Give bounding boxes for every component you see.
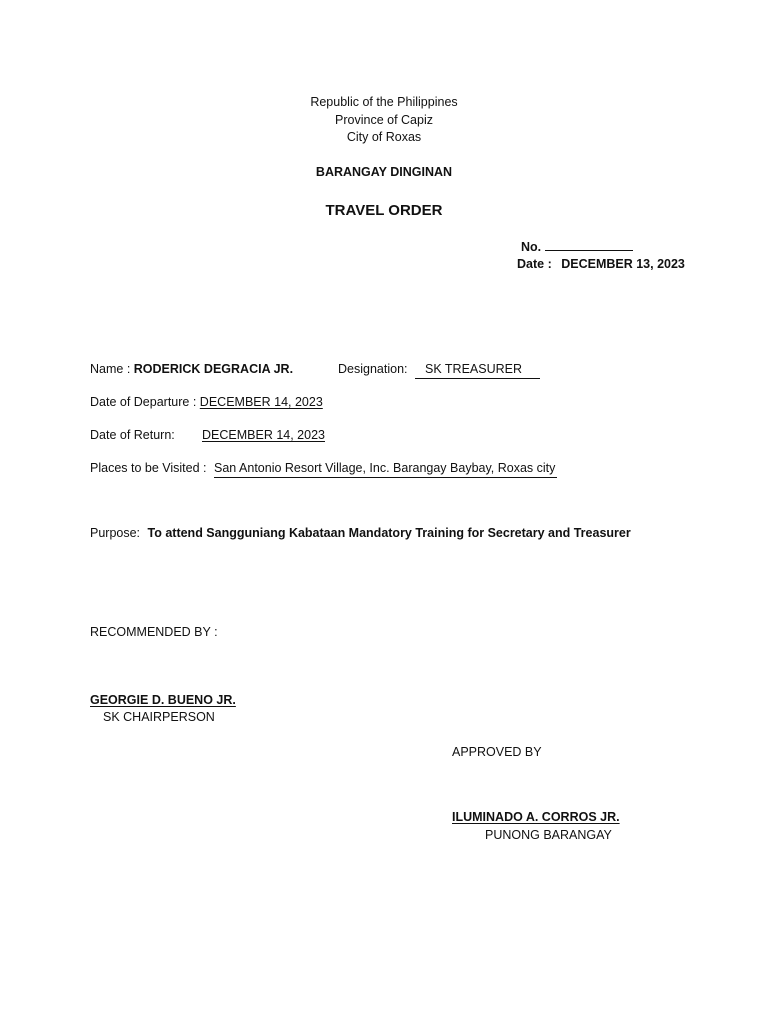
- purpose-value: To attend Sangguniang Kabataan Mandatory Training for Secretary and Treasurer: [147, 526, 631, 540]
- recommender-title: SK CHAIRPERSON: [103, 710, 215, 724]
- designation-value-wrap: [415, 361, 540, 379]
- departure-label: Date of Departure :: [90, 395, 197, 409]
- recommended-by-label: RECOMMENDED BY :: [90, 625, 218, 639]
- return-label: Date of Return:: [90, 428, 175, 442]
- order-number-label: No.: [521, 240, 542, 254]
- order-date-value: DECEMBER 13, 2023: [561, 257, 685, 271]
- header-line-province: Province of Capiz: [335, 113, 433, 127]
- approver-name: ILUMINADO A. CORROS JR.: [452, 810, 620, 824]
- order-date-label: Date :: [517, 257, 552, 271]
- name-label: Name :: [90, 362, 131, 376]
- order-number-blank: [545, 238, 633, 251]
- designation-field: [338, 361, 540, 379]
- departure-field: [90, 394, 323, 411]
- header-line-city: City of Roxas: [346, 130, 422, 144]
- purpose-label: Purpose:: [90, 526, 141, 540]
- name-field: [90, 361, 293, 378]
- approver-title: PUNONG BARANGAY: [485, 828, 612, 842]
- purpose-field: [90, 525, 631, 542]
- order-date: [517, 256, 685, 273]
- document-title: TRAVEL ORDER: [325, 202, 443, 219]
- places-field: [90, 460, 557, 478]
- departure-value: DECEMBER 14, 2023: [199, 395, 323, 409]
- places-label: Places to be Visited :: [90, 461, 207, 475]
- places-value: San Antonio Resort Village, Inc. Barangay Baybay, Roxas city: [214, 461, 556, 475]
- barangay-name: BARANGAY DINGINAN: [315, 165, 453, 179]
- name-value: RODERICK DEGRACIA JR.: [133, 362, 294, 376]
- designation-value: SK TREASURER: [424, 362, 522, 376]
- approved-by-label: APPROVED BY: [452, 745, 542, 759]
- designation-label: Designation:: [338, 362, 408, 376]
- header-line-republic: Republic of the Philippines: [310, 95, 458, 109]
- order-number: [521, 238, 633, 256]
- recommender-name: GEORGIE D. BUENO JR.: [90, 693, 236, 707]
- places-value-wrap: [214, 460, 557, 478]
- return-value: DECEMBER 14, 2023: [202, 428, 325, 442]
